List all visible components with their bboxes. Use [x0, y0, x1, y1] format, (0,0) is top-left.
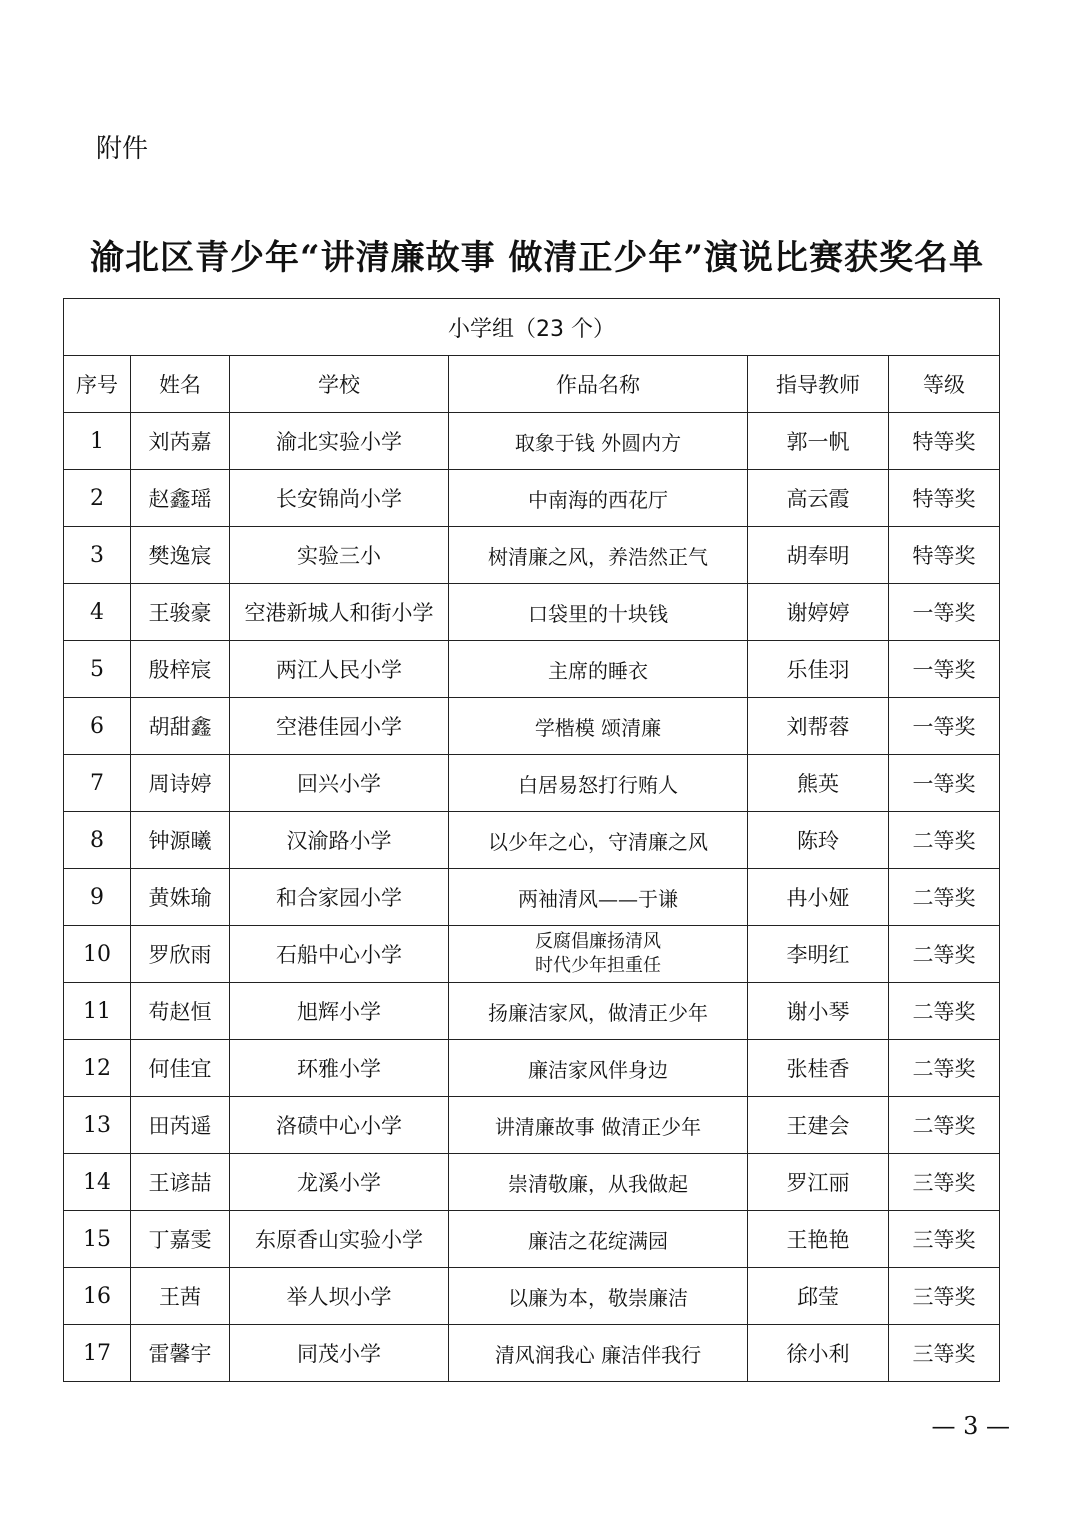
header-row [64, 356, 1000, 413]
cell-name: 刘芮嘉 [131, 413, 230, 470]
cell-teacher: 李明红 [748, 926, 889, 983]
page-number: — 3 — [931, 1412, 1010, 1440]
cell-work: 讲清廉故事 做清正少年 [449, 1097, 748, 1154]
cell-no: 10 [64, 926, 131, 983]
cell-teacher: 刘帮蓉 [748, 698, 889, 755]
cell-work: 廉洁家风伴身边 [449, 1040, 748, 1097]
cell-teacher: 胡奉明 [748, 527, 889, 584]
cell-work: 中南海的西花厅 [449, 470, 748, 527]
cell-work [449, 926, 748, 983]
cell-school: 和合家园小学 [230, 869, 449, 926]
cell-grade: 三等奖 [889, 1325, 1000, 1382]
cell-teacher: 罗江丽 [748, 1154, 889, 1211]
cell-no: 1 [64, 413, 131, 470]
cell-school: 空港新城人和街小学 [230, 584, 449, 641]
cell-name: 赵鑫瑶 [131, 470, 230, 527]
cell-school: 长安锦尚小学 [230, 470, 449, 527]
cell-school: 两江人民小学 [230, 641, 449, 698]
cell-no: 4 [64, 584, 131, 641]
cell-work: 取象于钱 外圆内方 [449, 413, 748, 470]
cell-work: 主席的睡衣 [449, 641, 748, 698]
cell-no: 15 [64, 1211, 131, 1268]
cell-grade: 三等奖 [889, 1268, 1000, 1325]
cell-teacher: 冉小娅 [748, 869, 889, 926]
cell-no: 17 [64, 1325, 131, 1382]
award-table [63, 298, 1000, 1382]
cell-name: 王茜 [131, 1268, 230, 1325]
table-row [64, 926, 1000, 983]
table-row [64, 698, 1000, 755]
cell-grade: 特等奖 [889, 527, 1000, 584]
cell-grade: 二等奖 [889, 926, 1000, 983]
cell-name: 樊逸宸 [131, 527, 230, 584]
cell-teacher: 谢小琴 [748, 983, 889, 1040]
table-row [64, 641, 1000, 698]
cell-school: 龙溪小学 [230, 1154, 449, 1211]
cell-work: 清风润我心 廉洁伴我行 [449, 1325, 748, 1382]
cell-work: 口袋里的十块钱 [449, 584, 748, 641]
table-row [64, 1325, 1000, 1382]
table-row [64, 869, 1000, 926]
cell-grade: 二等奖 [889, 1040, 1000, 1097]
cell-name: 何佳宜 [131, 1040, 230, 1097]
cell-school: 洛碛中心小学 [230, 1097, 449, 1154]
cell-school: 东原香山实验小学 [230, 1211, 449, 1268]
cell-school: 渝北实验小学 [230, 413, 449, 470]
cell-no: 2 [64, 470, 131, 527]
cell-teacher: 高云霞 [748, 470, 889, 527]
table-row [64, 527, 1000, 584]
cell-work: 廉洁之花绽满园 [449, 1211, 748, 1268]
table-row [64, 584, 1000, 641]
cell-no: 9 [64, 869, 131, 926]
cell-teacher: 郭一帆 [748, 413, 889, 470]
cell-grade: 一等奖 [889, 755, 1000, 812]
cell-teacher: 熊英 [748, 755, 889, 812]
cell-teacher: 陈玲 [748, 812, 889, 869]
cell-teacher: 王建会 [748, 1097, 889, 1154]
cell-no: 8 [64, 812, 131, 869]
table-row [64, 812, 1000, 869]
cell-no: 5 [64, 641, 131, 698]
group-label: 小学组（23 个） [64, 299, 1000, 356]
cell-name: 雷馨宇 [131, 1325, 230, 1382]
table-row [64, 1268, 1000, 1325]
group-row [64, 299, 1000, 356]
cell-grade: 三等奖 [889, 1211, 1000, 1268]
cell-teacher: 张桂香 [748, 1040, 889, 1097]
cell-school: 同茂小学 [230, 1325, 449, 1382]
table-row [64, 1211, 1000, 1268]
cell-no: 13 [64, 1097, 131, 1154]
cell-grade: 三等奖 [889, 1154, 1000, 1211]
cell-name: 黄姝瑜 [131, 869, 230, 926]
cell-grade: 特等奖 [889, 413, 1000, 470]
cell-no: 16 [64, 1268, 131, 1325]
cell-teacher: 王艳艳 [748, 1211, 889, 1268]
cell-grade: 二等奖 [889, 983, 1000, 1040]
cell-grade: 二等奖 [889, 869, 1000, 926]
cell-work: 白居易怒打行贿人 [449, 755, 748, 812]
cell-name: 丁嘉雯 [131, 1211, 230, 1268]
cell-teacher: 乐佳羽 [748, 641, 889, 698]
cell-name: 王谚喆 [131, 1154, 230, 1211]
cell-no: 3 [64, 527, 131, 584]
cell-no: 14 [64, 1154, 131, 1211]
header-teacher: 指导教师 [748, 356, 889, 413]
cell-school: 举人坝小学 [230, 1268, 449, 1325]
cell-school: 石船中心小学 [230, 926, 449, 983]
header-grade: 等级 [889, 356, 1000, 413]
cell-school: 空港佳园小学 [230, 698, 449, 755]
cell-name: 苟赵恒 [131, 983, 230, 1040]
cell-name: 胡甜鑫 [131, 698, 230, 755]
cell-teacher: 徐小利 [748, 1325, 889, 1382]
cell-work: 学楷模 颂清廉 [449, 698, 748, 755]
cell-grade: 一等奖 [889, 584, 1000, 641]
table-row [64, 1154, 1000, 1211]
cell-work: 崇清敬廉，从我做起 [449, 1154, 748, 1211]
table-row [64, 1097, 1000, 1154]
cell-name: 田芮遥 [131, 1097, 230, 1154]
attachment-label: 附件 [96, 134, 149, 164]
cell-work-line: 时代少年担重任 [535, 955, 661, 976]
cell-teacher: 邱莹 [748, 1268, 889, 1325]
document-title: 渝北区青少年“讲清廉故事 做清正少年”演说比赛获奖名单 [90, 238, 984, 278]
cell-school: 汉渝路小学 [230, 812, 449, 869]
cell-name: 周诗婷 [131, 755, 230, 812]
header-school: 学校 [230, 356, 449, 413]
cell-school: 实验三小 [230, 527, 449, 584]
cell-work: 树清廉之风，养浩然正气 [449, 527, 748, 584]
cell-no: 12 [64, 1040, 131, 1097]
table-row [64, 470, 1000, 527]
cell-name: 罗欣雨 [131, 926, 230, 983]
cell-grade: 二等奖 [889, 1097, 1000, 1154]
table-row [64, 983, 1000, 1040]
cell-grade: 特等奖 [889, 470, 1000, 527]
cell-work-line: 反腐倡廉扬清风 [535, 931, 661, 952]
cell-grade: 二等奖 [889, 812, 1000, 869]
cell-name: 王骏豪 [131, 584, 230, 641]
header-name: 姓名 [131, 356, 230, 413]
cell-teacher: 谢婷婷 [748, 584, 889, 641]
header-work: 作品名称 [449, 356, 748, 413]
cell-work: 以少年之心，守清廉之风 [449, 812, 748, 869]
cell-work: 两袖清风——于谦 [449, 869, 748, 926]
cell-school: 环雅小学 [230, 1040, 449, 1097]
cell-school: 旭辉小学 [230, 983, 449, 1040]
table-row [64, 413, 1000, 470]
cell-no: 6 [64, 698, 131, 755]
cell-name: 钟源曦 [131, 812, 230, 869]
cell-school: 回兴小学 [230, 755, 449, 812]
table-row [64, 755, 1000, 812]
table-row [64, 1040, 1000, 1097]
cell-work: 以廉为本，敬崇廉洁 [449, 1268, 748, 1325]
cell-no: 7 [64, 755, 131, 812]
cell-grade: 一等奖 [889, 641, 1000, 698]
cell-work: 扬廉洁家风，做清正少年 [449, 983, 748, 1040]
cell-grade: 一等奖 [889, 698, 1000, 755]
cell-no: 11 [64, 983, 131, 1040]
cell-name: 殷梓宸 [131, 641, 230, 698]
header-no: 序号 [64, 356, 131, 413]
